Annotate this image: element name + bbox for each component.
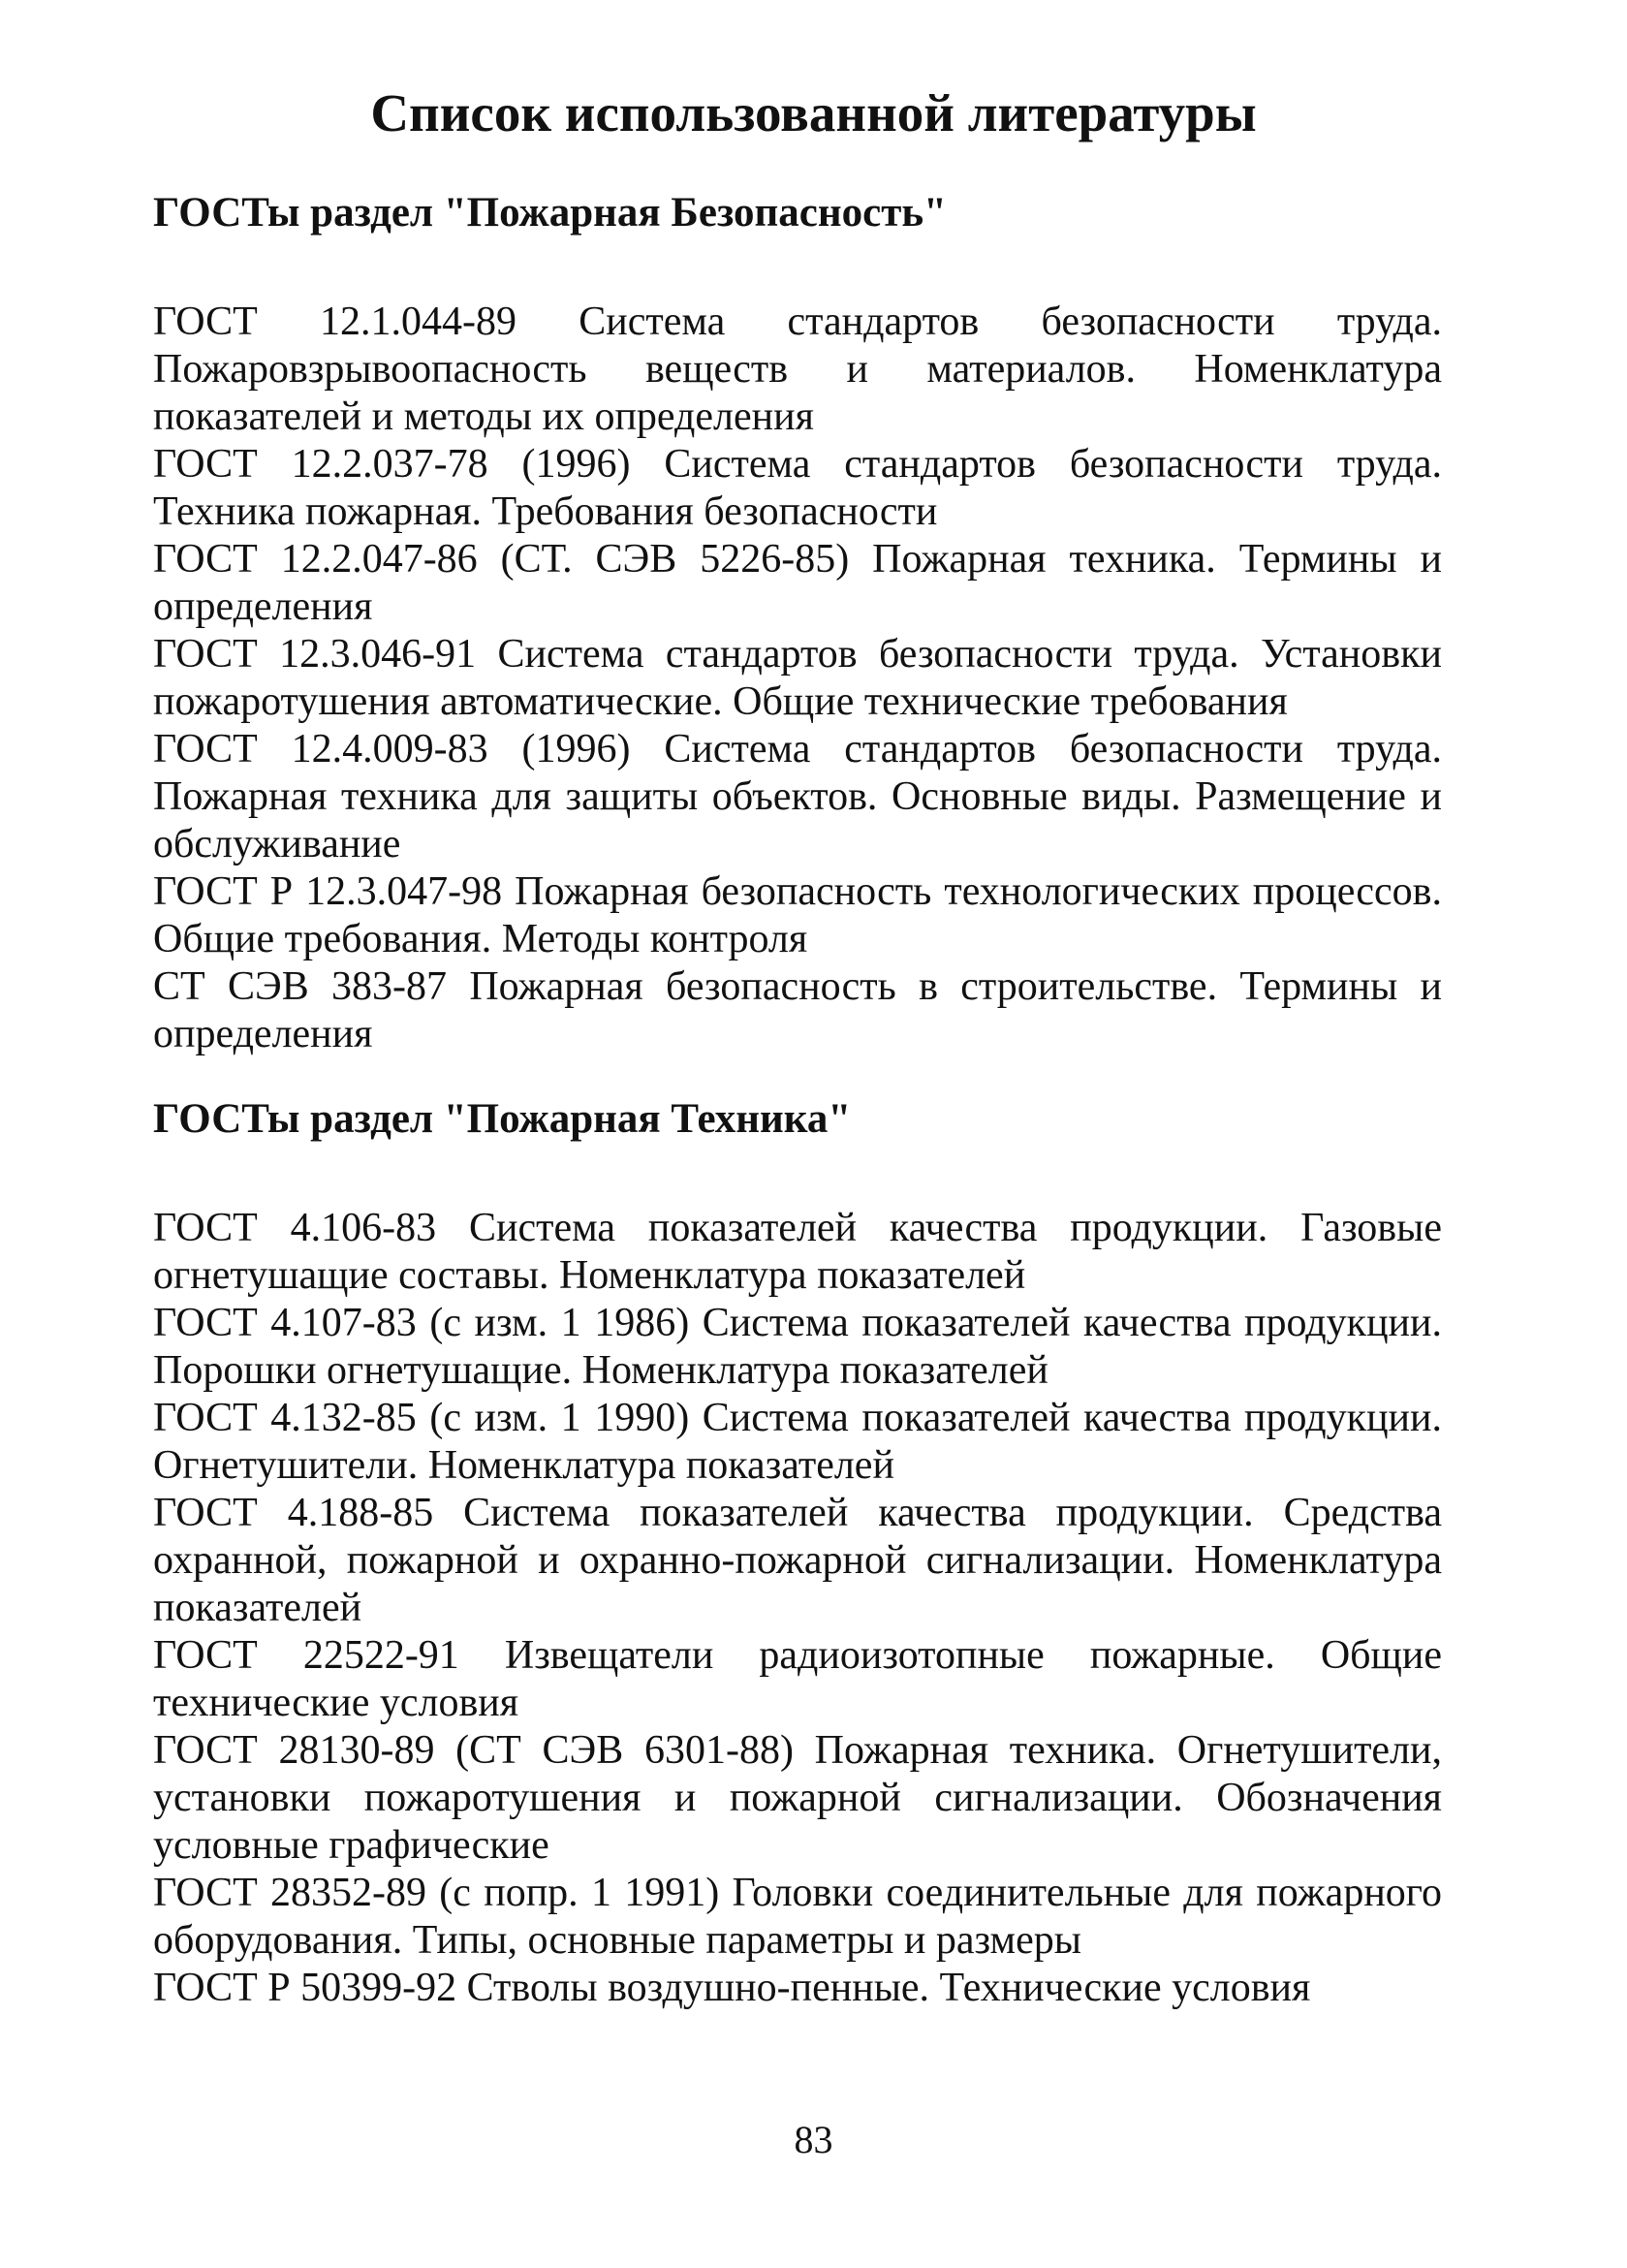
reference-item: ГОСТ 12.2.047-86 (СТ. СЭВ 5226-85) Пожарная техника. Термины и определения <box>153 537 1442 629</box>
reference-item: ГОСТ 22522-91 Извещатели радиоизотопные пожарные. Общие технические условия <box>153 1633 1442 1725</box>
page-number: 83 <box>794 2118 833 2161</box>
section-fire-safety <box>153 189 1442 1058</box>
reference-item: ГОСТ Р 12.3.047-98 Пожарная безопасность технологических процессов. Общие требования. Методы контроля <box>153 869 1442 961</box>
reference-item: ГОСТ 4.107-83 (с изм. 1 1986) Система показателей качества продукции. Порошки огнетушащие. Номенклатура показателей <box>153 1301 1442 1393</box>
reference-item: ГОСТ 4.188-85 Система показателей качества продукции. Средства охранной, пожарной и охранно-пожарной сигнализации. Номенклатура показателей <box>153 1491 1442 1630</box>
reference-item: ГОСТ 4.106-83 Система показателей качества продукции. Газовые огнетушащие составы. Номенклатура показателей <box>153 1206 1442 1298</box>
reference-item: СТ СЭВ 383-87 Пожарная безопасность в строительстве. Термины и определения <box>153 964 1442 1056</box>
reference-item: ГОСТ 12.2.037-78 (1996) Система стандартов безопасности труда. Техника пожарная. Требования безопасности <box>153 442 1442 534</box>
reference-list <box>153 1205 1442 2012</box>
section-heading: ГОСТы раздел "Пожарная Безопасность" <box>153 190 947 236</box>
reference-item: ГОСТ 12.4.009-83 (1996) Система стандартов безопасности труда. Пожарная техника для защиты объектов. Основные виды. Размещение и обслуживание <box>153 727 1442 866</box>
reference-item: ГОСТ 12.1.044-89 Система стандартов безопасности труда. Пожаровзрывоопасность веществ и материалов. Номенклатура показателей и методы их определения <box>153 299 1442 439</box>
reference-item: ГОСТ Р 50399-92 Стволы воздушно-пенные. Технические условия <box>153 1966 1311 2010</box>
page-title: Список использованной литературы <box>370 83 1257 142</box>
reference-item: ГОСТ 4.132-85 (с изм. 1 1990) Система показателей качества продукции. Огнетушители. Номенклатура показателей <box>153 1396 1442 1488</box>
reference-list <box>153 299 1442 1058</box>
section-heading: ГОСТы раздел "Пожарная Техника" <box>153 1096 852 1142</box>
reference-item: ГОСТ 28130-89 (СТ СЭВ 6301-88) Пожарная техника. Огнетушители, установки пожаротушения и пожарной сигнализации. Обозначения условные графические <box>153 1728 1442 1868</box>
reference-item: ГОСТ 12.3.046-91 Система стандартов безопасности труда. Установки пожаротушения автоматические. Общие технические требования <box>153 632 1442 724</box>
section-fire-equipment <box>153 1095 1442 2012</box>
reference-item: ГОСТ 28352-89 (с попр. 1 1991) Головки соединительные для пожарного оборудования. Типы, основные параметры и размеры <box>153 1871 1442 1963</box>
